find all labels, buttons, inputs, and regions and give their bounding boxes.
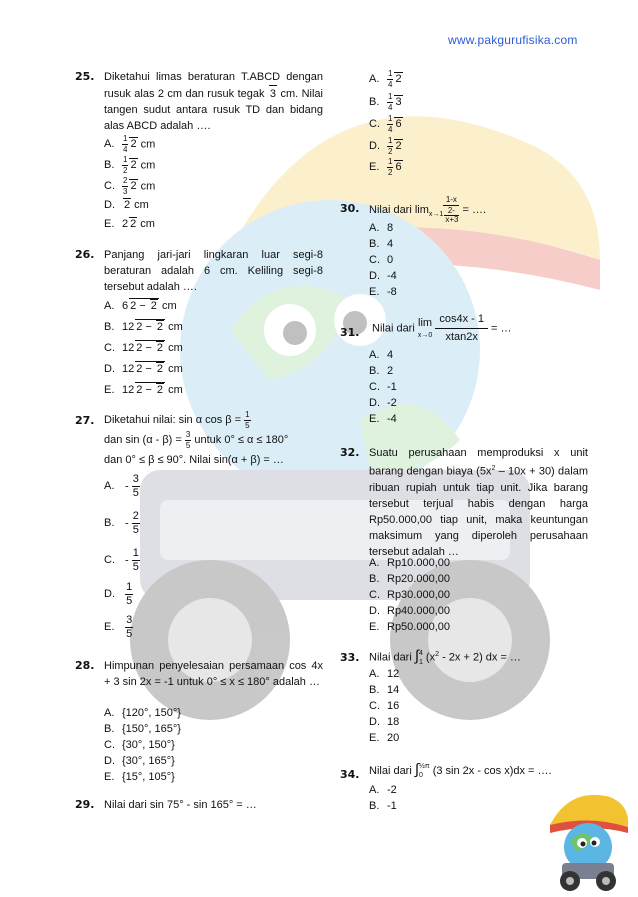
option-b[interactable]: B. $\frac{1}{2}$ 2 cm bbox=[104, 155, 156, 175]
question-number: 28. bbox=[75, 659, 95, 672]
question-number: 29. bbox=[75, 798, 95, 811]
option-a[interactable]: A. 12 bbox=[369, 668, 400, 680]
option-c[interactable]: C. 12 2 − 2 cm bbox=[104, 342, 183, 354]
option-e[interactable]: E. {15°, 105°} bbox=[104, 771, 175, 783]
question-text: Nilai dari lim x→0 $\frac{\cos 4x - 1}{xtan2x}$ = … bbox=[372, 313, 512, 343]
option-b[interactable]: B. 12 2 − 2 cm bbox=[104, 321, 183, 333]
option-c[interactable]: C. $\frac{1}{4}$ 6 bbox=[369, 114, 402, 134]
option-c[interactable]: C. 0 bbox=[369, 254, 394, 266]
option-c[interactable]: C. - $\frac{1}{5}$ bbox=[104, 547, 139, 573]
question-number: 31. bbox=[340, 326, 360, 339]
option-a[interactable]: A. 4 bbox=[369, 349, 394, 361]
option-d[interactable]: D. 12 2 − 2 cm bbox=[104, 363, 183, 375]
option-b[interactable]: B. 2 bbox=[369, 365, 394, 377]
option-d[interactable]: D. $\frac{1}{5}$ bbox=[104, 581, 133, 607]
option-c[interactable]: C. {30°, 150°} bbox=[104, 739, 175, 751]
option-a[interactable]: A. {120°, 150°} bbox=[104, 707, 181, 719]
option-e[interactable]: E. 20 bbox=[369, 732, 400, 744]
option-e[interactable]: E. Rp50.000,00 bbox=[369, 621, 450, 633]
question-text: Suatu perusahaan memproduksi x unit barang dengan biaya $(5x^2 - 10x + 30)$ dalam ribuan rupiah untuk tiap unit. Jika barang tersebut terjual habis dengan harga Rp50.000,00 tiap unit, maka keuntungan maksimum yang diperoleh perusahaan tersebut adalah … bbox=[369, 447, 588, 558]
question-text: Diketahui limas beraturan T.ABCD dengan rusuk alas 2 cm dan rusuk tegak 3 cm. Nilai tangen sudut antara rusuk TD dan bidang alas ABCD adalah …. bbox=[104, 71, 323, 132]
option-c[interactable]: C. -1 bbox=[369, 381, 397, 393]
option-c[interactable]: C. Rp30.000,00 bbox=[369, 589, 450, 601]
option-b[interactable]: B. 14 bbox=[369, 684, 400, 696]
question-number: 27. bbox=[75, 414, 95, 427]
option-a[interactable]: A. - $\frac{3}{5}$ bbox=[104, 473, 139, 499]
option-a[interactable]: A. Rp10.000,00 bbox=[369, 557, 450, 569]
option-d[interactable]: D. 18 bbox=[369, 716, 400, 728]
question-text: Nilai dari sin 75° - sin 165° = … bbox=[104, 799, 257, 811]
question-number: 25. bbox=[75, 70, 95, 83]
option-e[interactable]: E. 12 2 − 2 cm bbox=[104, 384, 183, 396]
option-b[interactable]: B. {150°, 165°} bbox=[104, 723, 181, 735]
question-text: Diketahui nilai: sin α cos β = $\frac{1}{5}$ dan sin (α - β) = $\frac{3}{5}$ untuk 0° ≤ α ≤ 180° dan 0° ≤ β ≤ 90°. Nilai sin(α + β) = … bbox=[104, 409, 289, 466]
option-d[interactable]: D. {30°, 165°} bbox=[104, 755, 175, 767]
question-number: 34. bbox=[340, 768, 360, 781]
option-a[interactable]: A. -2 bbox=[369, 784, 397, 796]
option-d[interactable]: D. Rp40.000,00 bbox=[369, 605, 450, 617]
question-number: 33. bbox=[340, 651, 360, 664]
question-text: Nilai dari $\lim_{x\to 1}$ 1-x 2- x+3 = …. bbox=[369, 195, 487, 224]
option-e[interactable]: E. -4 bbox=[369, 413, 397, 425]
mascot-logo-icon bbox=[540, 785, 632, 893]
option-e[interactable]: E. $\frac{1}{2}$ 6 bbox=[369, 157, 402, 177]
option-d[interactable]: D. $\frac{1}{2}$ 2 bbox=[369, 136, 402, 156]
option-a[interactable]: A. $\frac{1}{4}$ 2 cm bbox=[104, 134, 156, 154]
question-text: Panjang jari-jari lingkaran luar segi-8 beraturan adalah 6 cm. Keliling segi-8 tersebut adalah …. bbox=[104, 249, 323, 293]
option-e[interactable]: E. $\frac{3}{5}$ bbox=[104, 614, 133, 640]
option-a[interactable]: A. 8 bbox=[369, 222, 394, 234]
question-text: Nilai dari ∫½π 0 (3 sin 2x - cos x)dx = …. bbox=[369, 761, 552, 780]
question-number: 32. bbox=[340, 446, 360, 459]
question-number: 30. bbox=[340, 202, 360, 215]
option-b[interactable]: B. - $\frac{2}{5}$ bbox=[104, 510, 139, 536]
option-c[interactable]: C. $\frac{2}{3}$ 2 cm bbox=[104, 176, 156, 196]
option-e[interactable]: E. -8 bbox=[369, 286, 397, 298]
option-b[interactable]: B. -1 bbox=[369, 800, 397, 812]
website-url[interactable]: www.pakgurufisika.com bbox=[448, 33, 578, 47]
option-b[interactable]: B. $\frac{1}{4}$ 3 bbox=[369, 92, 402, 112]
question-text: Himpunan penyelesaian persamaan cos 4x + 3 sin 2x = -1 untuk 0° ≤ x ≤ 180° adalah … bbox=[104, 660, 323, 688]
question-number: 26. bbox=[75, 248, 95, 261]
option-b[interactable]: B. Rp20.000,00 bbox=[369, 573, 450, 585]
option-b[interactable]: B. 4 bbox=[369, 238, 394, 250]
question-text: Nilai dari ∫4 1 $(x^2 - 2x + 2)$ dx = … bbox=[369, 647, 521, 666]
option-a[interactable]: A. $\frac{1}{4}$ 2 bbox=[369, 69, 402, 89]
option-d[interactable]: D. -2 bbox=[369, 397, 397, 409]
option-e[interactable]: E. 2 2 cm bbox=[104, 218, 155, 230]
option-a[interactable]: A. 6 2 − 2 cm bbox=[104, 300, 177, 312]
option-d[interactable]: D. 2 cm bbox=[104, 199, 149, 211]
option-c[interactable]: C. 16 bbox=[369, 700, 400, 712]
option-d[interactable]: D. -4 bbox=[369, 270, 397, 282]
